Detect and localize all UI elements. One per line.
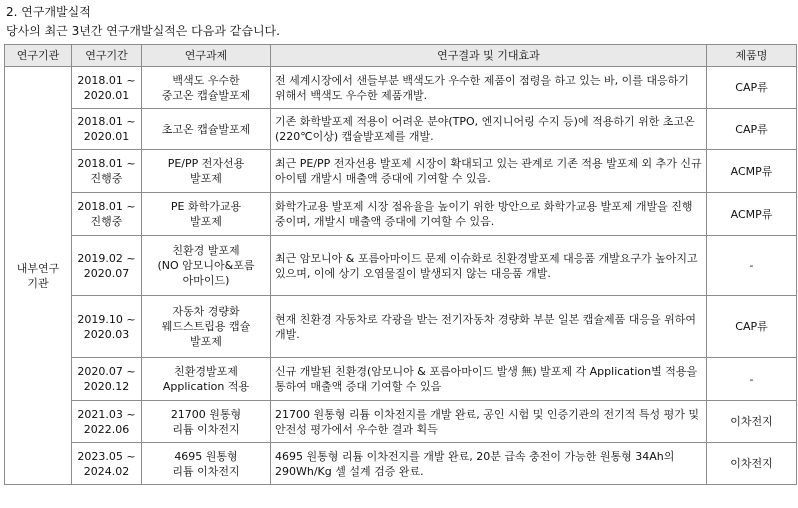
rd-results-table [4, 44, 797, 485]
product-cell: 이차전지 [707, 443, 797, 485]
product-cell: - [707, 236, 797, 296]
product-cell: 이차전지 [707, 401, 797, 443]
table-row [5, 443, 797, 485]
table-row [5, 236, 797, 296]
period-cell: 2018.01 ~ 2020.01 [72, 109, 142, 150]
product-cell: CAP류 [707, 296, 797, 358]
result-cell: 현재 친환경 자동차로 각광을 받는 전기자동차 경량화 부분 일본 캡슐제품 대응을 위하여 개발. [271, 296, 707, 358]
project-cell: 초고온 캡슐발포제 [142, 109, 271, 150]
result-cell: 21700 원통형 리튬 이차전지를 개발 완료, 공인 시험 및 인증기관의 전기적 특성 평가 및 안전성 평가에서 우수한 결과 획득 [271, 401, 707, 443]
period-cell: 2020.07 ~ 2020.12 [72, 358, 142, 401]
result-cell: 전 세계시장에서 샌들부분 백색도가 우수한 제품이 점령을 하고 있는 바, 이를 대응하기 위해서 백색도 우수한 제품개발. [271, 67, 707, 109]
project-cell: 4695 원통형 리튬 이차전지 [142, 443, 271, 485]
table-row [5, 150, 797, 193]
project-cell: 백색도 우수한 중고온 캡슐발포제 [142, 67, 271, 109]
research-org-cell: 내부연구 기관 [5, 67, 72, 485]
header-product: 제품명 [707, 45, 797, 67]
project-cell: PE 화학가교용 발포제 [142, 193, 271, 236]
table-row [5, 401, 797, 443]
table-header-row [5, 45, 797, 67]
section-intro: 당사의 최근 3년간 연구개발실적은 다음과 같습니다. [6, 24, 280, 38]
period-cell: 2018.01 ~ 진행중 [72, 193, 142, 236]
period-cell: 2023.05 ~ 2024.02 [72, 443, 142, 485]
table-row [5, 358, 797, 401]
result-cell: 최근 PE/PP 전자선용 발포제 시장이 확대되고 있는 관계로 기존 적용 발포제 외 추가 신규 아이템 개발시 매출액 증대에 기여할 수 있음. [271, 150, 707, 193]
table-row [5, 193, 797, 236]
product-cell: CAP류 [707, 67, 797, 109]
header-project: 연구과제 [142, 45, 271, 67]
project-cell: PE/PP 전자선용 발포제 [142, 150, 271, 193]
table-row [5, 109, 797, 150]
project-cell: 21700 원통형 리튬 이차전지 [142, 401, 271, 443]
product-cell: - [707, 358, 797, 401]
period-cell: 2021.03 ~ 2022.06 [72, 401, 142, 443]
product-cell: ACMP류 [707, 193, 797, 236]
result-cell: 최근 암모니아 & 포름아마이드 문제 이슈화로 친환경발포제 대응품 개발요구가 높아지고 있으며, 이에 상기 오염물질이 발생되지 않는 대응품 개발. [271, 236, 707, 296]
period-cell: 2019.02 ~ 2020.07 [72, 236, 142, 296]
result-cell: 신규 개발된 친환경(암모니아 & 포름아마이드 발생 無) 발포제 각 Application별 적용을 통하여 매출액 증대 기여할 수 있음 [271, 358, 707, 401]
period-cell: 2019.10 ~ 2020.03 [72, 296, 142, 358]
period-cell: 2018.01 ~ 2020.01 [72, 67, 142, 109]
period-cell: 2018.01 ~ 진행중 [72, 150, 142, 193]
header-org: 연구기관 [5, 45, 72, 67]
result-cell: 화학가교용 발포제 시장 점유율을 높이기 위한 방안으로 화학가교용 발포제 개발을 진행 중이며, 개발시 매출액 증대에 기여할 수 있음. [271, 193, 707, 236]
product-cell: CAP류 [707, 109, 797, 150]
header-period: 연구기간 [72, 45, 142, 67]
project-cell: 자동차 경량화 웨드스트립용 캡슐 발포제 [142, 296, 271, 358]
result-cell: 기존 화학발포제 적용이 어려운 분야(TPO, 엔지니어링 수지 등)에 적용하기 위한 초고온(220℃이상) 캡슐발포제를 개발. [271, 109, 707, 150]
section-title: 2. 연구개발실적 [6, 5, 91, 19]
table-row [5, 67, 797, 109]
product-cell: ACMP류 [707, 150, 797, 193]
project-cell: 친환경 발포제 (NO 암모니아&포름 아마이드) [142, 236, 271, 296]
result-cell: 4695 원통형 리튬 이차전지를 개발 완료, 20분 급속 충전이 가능한 원통형 34Ah의 290Wh/Kg 셀 설계 검증 완료. [271, 443, 707, 485]
project-cell: 친환경발포제 Application 적용 [142, 358, 271, 401]
header-result: 연구결과 및 기대효과 [271, 45, 707, 67]
table-row [5, 296, 797, 358]
